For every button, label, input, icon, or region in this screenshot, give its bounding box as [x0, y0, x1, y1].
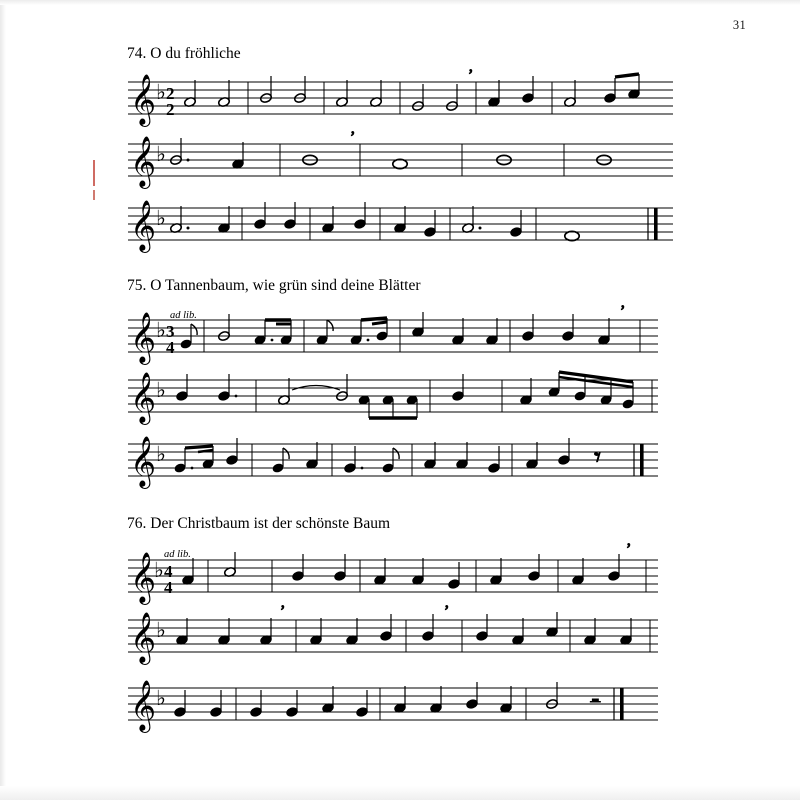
svg-text:4: 4 — [164, 562, 173, 581]
svg-text:♭: ♭ — [156, 206, 166, 230]
svg-text:2: 2 — [166, 84, 175, 103]
svg-text:♭: ♭ — [156, 686, 166, 710]
svg-text:♭: ♭ — [154, 558, 164, 582]
svg-text:𝄞: 𝄞 — [130, 136, 157, 187]
staff-system-76-1 — [128, 541, 658, 608]
svg-text:4: 4 — [164, 578, 173, 597]
staff-system-75-2 — [128, 372, 658, 428]
svg-text:♭: ♭ — [156, 318, 166, 342]
staff-system-76-2 — [128, 603, 658, 668]
svg-text:𝄼: 𝄼 — [590, 686, 601, 719]
staff-system-75-1 — [128, 303, 658, 368]
scan-edge-top — [0, 0, 800, 5]
svg-text:3: 3 — [166, 322, 175, 341]
svg-text:𝄞: 𝄞 — [130, 680, 157, 731]
svg-text:’: ’ — [620, 303, 626, 320]
staff-system-75-3 — [128, 436, 658, 492]
svg-text:’: ’ — [350, 129, 356, 146]
song-title-75: 75. O Tannenbaum, wie grün sind deine Blätter — [127, 277, 421, 294]
svg-text:♭: ♭ — [156, 142, 166, 166]
staff-system-74-2 — [128, 129, 673, 192]
staff-system-76-3 — [128, 680, 658, 736]
treble-clef-icon — [130, 74, 156, 127]
svg-text:’: ’ — [468, 67, 474, 84]
svg-text:♭: ♭ — [156, 618, 166, 642]
svg-text:2: 2 — [166, 100, 175, 119]
song-title-76: 76. Der Christbaum ist der schönste Baum — [127, 515, 391, 532]
svg-text:♭: ♭ — [156, 80, 166, 104]
staff-system-74-3 — [128, 200, 673, 256]
staff-system-74-1 — [128, 67, 673, 130]
scan-edge-left — [0, 0, 6, 800]
svg-text:’: ’ — [626, 541, 632, 558]
tempo-marking-76: ad lib. — [164, 549, 191, 560]
binding-mark — [93, 160, 95, 186]
svg-text:♭: ♭ — [156, 442, 166, 466]
scan-edge-bottom — [0, 786, 800, 800]
svg-text:4: 4 — [166, 338, 175, 357]
tempo-marking-75: ad lib. — [170, 310, 197, 321]
svg-text:𝄞: 𝄞 — [130, 74, 157, 125]
binding-mark-secondary — [93, 190, 95, 200]
page-number: 31 — [732, 18, 746, 32]
svg-text:𝄞: 𝄞 — [130, 612, 157, 663]
svg-text:𝄞: 𝄞 — [130, 372, 157, 423]
svg-text:’: ’ — [280, 603, 286, 620]
svg-text:’: ’ — [444, 603, 450, 620]
svg-text:𝄞: 𝄞 — [130, 552, 157, 603]
svg-text:𝄾: 𝄾 — [594, 443, 601, 473]
svg-text:𝄞: 𝄞 — [130, 312, 157, 363]
svg-text:♭: ♭ — [156, 378, 166, 402]
song-title-74: 74. O du fröhliche — [127, 45, 241, 62]
svg-text:𝄞: 𝄞 — [130, 436, 157, 487]
svg-text:𝄞: 𝄞 — [130, 200, 157, 251]
